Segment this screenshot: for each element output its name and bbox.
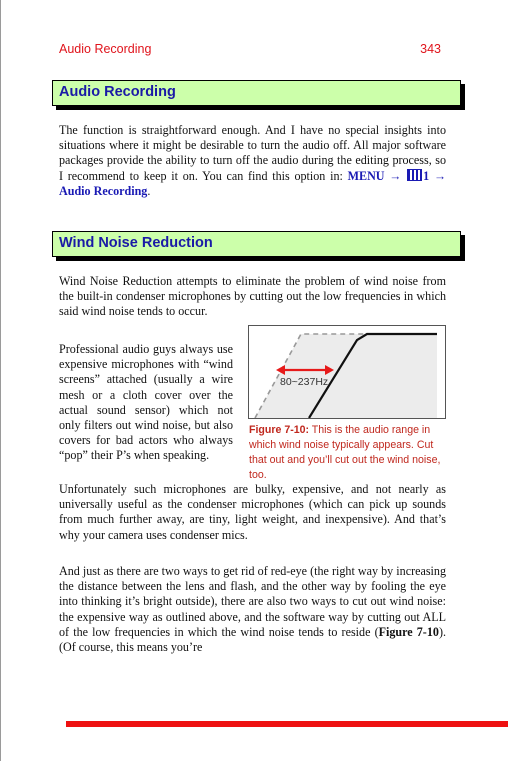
- section-heading-wind-noise: [52, 231, 461, 257]
- paragraph-text: Professional audio guys always use expensive microphones with “wind screens” attached (usually a wire mesh or a cloth cover over the actual sound sensor) which not only filters out wind noise, but also covers for bad actors who always “pop” their P’s when speaking.: [59, 342, 233, 463]
- page-number: 343: [420, 42, 441, 56]
- range-label: 80~237Hz: [280, 376, 329, 388]
- caption-label: Figure 7-10:: [249, 424, 310, 436]
- paragraph-text: The function is straightforward enough. And I have no special insights into situations where it might be desirable to turn the audio off. All major software packages provide the ability to turn off the audio during the editing process, so I recommend to keep it on. You can find this option in:: [59, 123, 446, 183]
- footer-rule: [66, 721, 508, 727]
- paragraph-text: And just as there are two ways to get rid of red-eye (the right way by increasing the distance between the lens and flash, and the other way by fooling the eye into thinking it’s bright outside), there are also two ways to cut out wind noise: the expensive way as outlined above, and the software way by cutting out ALL of the low frequencies in which the wind noise tends to reside (: [59, 564, 446, 639]
- menu-label: MENU: [347, 168, 385, 183]
- menu-item-audio-recording: Audio Recording: [59, 183, 148, 198]
- wind-noise-paragraph-2: [59, 342, 233, 464]
- paragraph-text: Unfortunately such microphones are bulky, expensive, and not nearly as universally useful as the condenser microphones (which can pick up sounds from much further away, are tiny, light weight, and inexpensive). And that’s why your camera uses condenser mics.: [59, 482, 446, 542]
- paragraph-text: Wind Noise Reduction attempts to eliminate the problem of wind noise from the built-in condenser microphones by cutting out the low frequencies in which said wind noise tends to occur.: [59, 274, 446, 319]
- page-edge-rule: [0, 0, 1, 761]
- movie-tab-icon: [407, 169, 422, 181]
- figure-reference: Figure 7-10: [378, 624, 439, 639]
- tab-number: 1: [423, 168, 430, 183]
- wind-noise-paragraph-1: [59, 274, 446, 320]
- chapter-title: Audio Recording: [59, 42, 152, 56]
- section-heading-text: Wind Noise Reduction: [59, 235, 213, 251]
- audio-recording-paragraph: [59, 123, 446, 199]
- frequency-figure: [248, 325, 446, 419]
- period: .: [147, 183, 151, 198]
- section-heading-text: Audio Recording: [59, 84, 176, 100]
- running-header: [59, 42, 441, 60]
- paragraph-text: ). (Of course, this means you’re: [59, 624, 446, 655]
- wind-noise-paragraph-4: [59, 564, 446, 655]
- arrow-icon: →: [389, 168, 402, 183]
- section-heading-audio-recording: [52, 80, 461, 106]
- wind-noise-paragraph-3: [59, 482, 446, 543]
- arrow-icon: →: [433, 168, 447, 183]
- caption-text: This is the audio range in which wind noise typically appears. Cut that out and you’ll cut out the wind noise, too.: [249, 424, 441, 481]
- frequency-range-graphic: [249, 326, 445, 418]
- figure-caption: [249, 423, 447, 483]
